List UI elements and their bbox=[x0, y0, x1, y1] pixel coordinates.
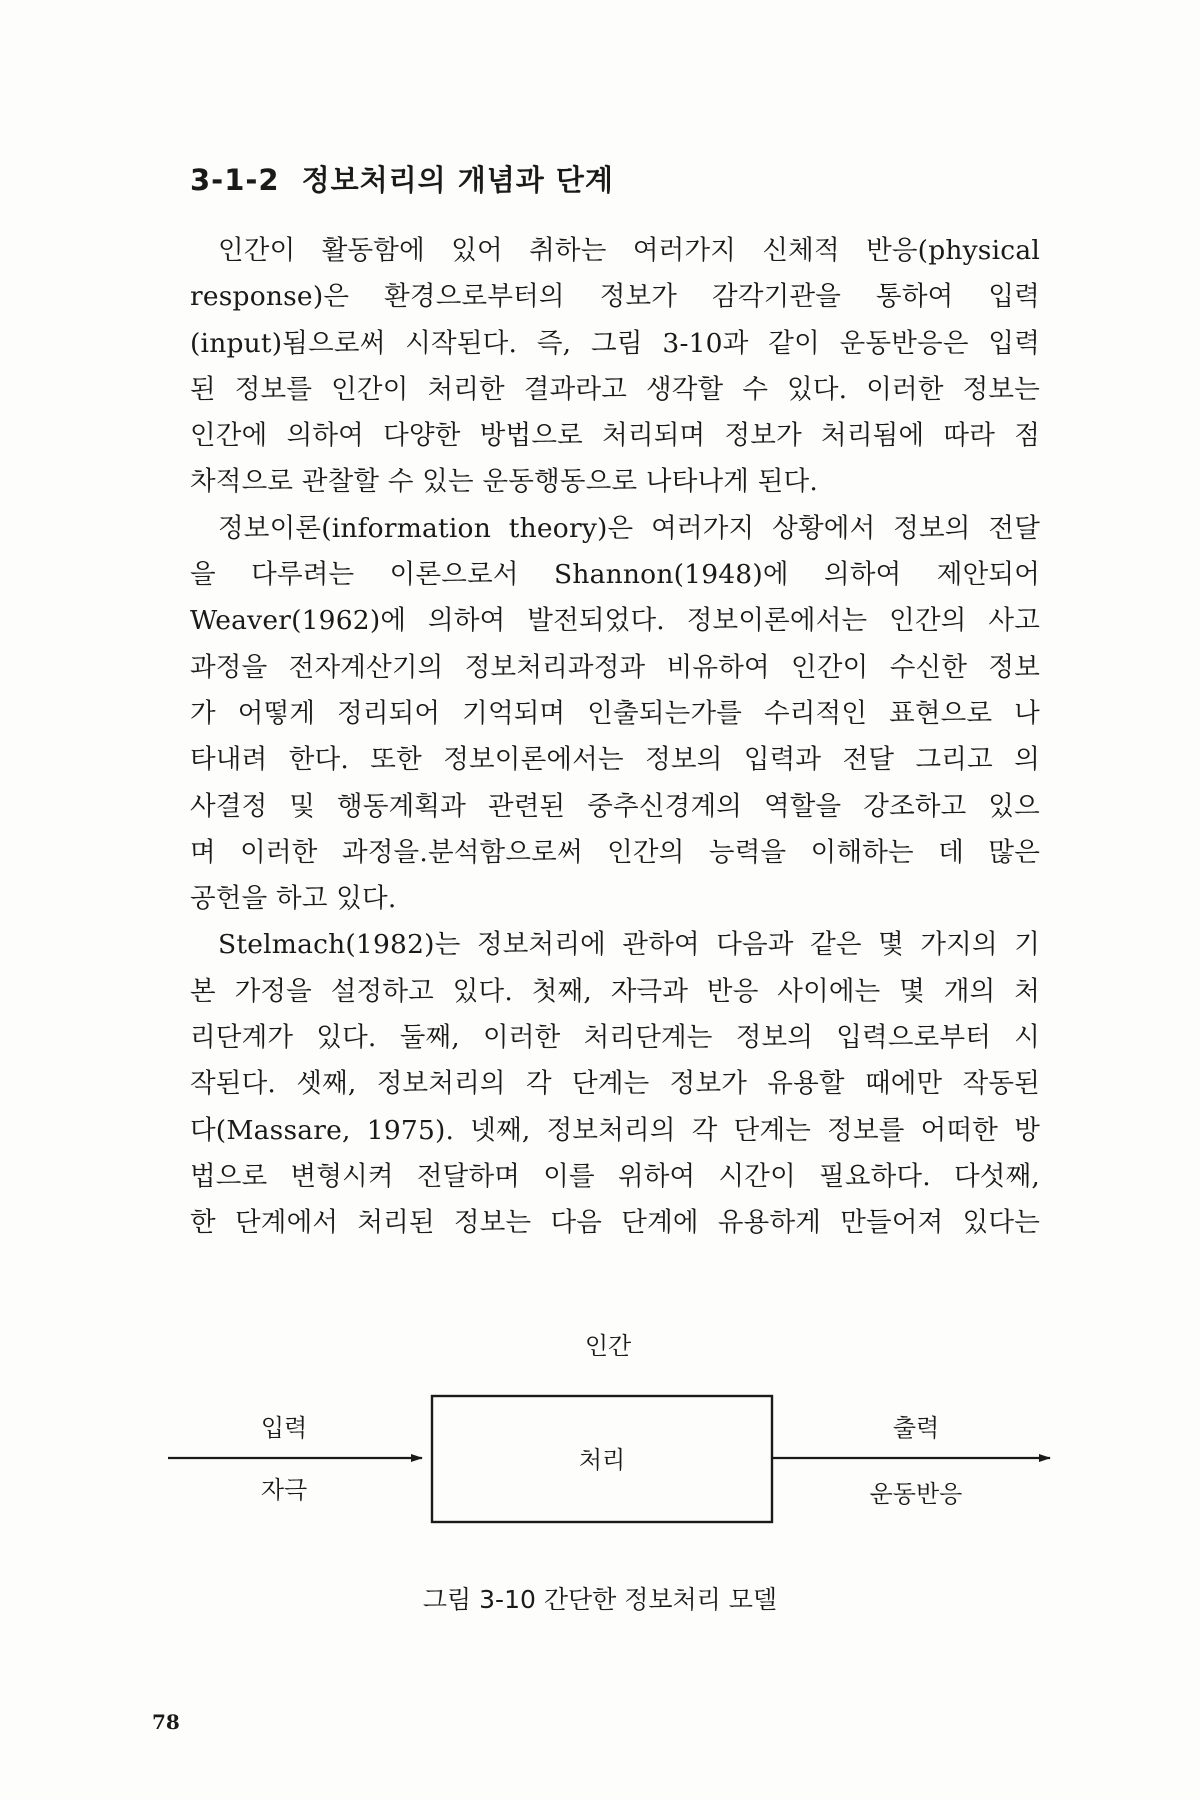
process-label: 처리 bbox=[578, 1446, 626, 1474]
text-line: 인간에 의하여 다양한 방법으로 처리되며 정보가 처리됨에 따라 점 bbox=[190, 420, 1040, 452]
body-text bbox=[190, 228, 1040, 1247]
output-label: 출력 bbox=[892, 1414, 940, 1442]
text-line: response)은 환경으로부터의 정보가 감각기관을 통하여 입력 bbox=[190, 281, 1040, 313]
paragraph-3 bbox=[190, 922, 1040, 1246]
figure-3-10 bbox=[160, 1310, 1060, 1620]
text-line: 사결정 및 행동계획과 관련된 중추신경계의 역할을 강조하고 있으 bbox=[190, 790, 1040, 822]
text-line: 다(Massare, 1975). 넷째, 정보처리의 각 단계는 정보를 어떠한 방 bbox=[190, 1114, 1040, 1146]
text-line: 차적으로 관찰할 수 있는 운동행동으로 나타나게 된다. bbox=[190, 466, 818, 498]
motor-response-label: 운동반응 bbox=[869, 1480, 963, 1508]
paragraph-1 bbox=[190, 228, 1040, 506]
figure-caption: 그림 3-10 간단한 정보처리 모델 bbox=[422, 1585, 778, 1614]
text-line: 을 다루려는 이론으로서 Shannon(1948)에 의하여 제안되어 bbox=[190, 559, 1040, 591]
text-line: (input)됨으로써 시작된다. 즉, 그림 3-10과 같이 운동반응은 입력 bbox=[190, 327, 1040, 359]
text-line: 정보이론(information theory)은 여러가지 상황에서 정보의 전달 bbox=[218, 512, 1040, 544]
stimulus-label: 자극 bbox=[260, 1476, 308, 1504]
input-label: 입력 bbox=[260, 1414, 308, 1442]
text-line: 타내려 한다. 또한 정보이론에서는 정보의 입력과 전달 그리고 의 bbox=[190, 744, 1040, 776]
text-line: 인간이 활동함에 있어 취하는 여러가지 신체적 반응(physical bbox=[218, 235, 1040, 266]
human-label: 인간 bbox=[584, 1332, 632, 1360]
text-line: Weaver(1962)에 의하여 발전되었다. 정보이론에서는 인간의 사고 bbox=[190, 605, 1040, 637]
text-line: 한 단계에서 처리된 정보는 다음 단계에 유용하게 만들어져 있다는 bbox=[190, 1207, 1040, 1239]
page-number: 78 bbox=[152, 1710, 180, 1734]
section-title: 정보처리의 개념과 단계 bbox=[301, 163, 614, 197]
text-line: 작된다. 셋째, 정보처리의 각 단계는 정보가 유용할 때에만 작동된 bbox=[190, 1068, 1040, 1100]
text-line: 과정을 전자계산기의 정보처리과정과 비유하여 인간이 수신한 정보 bbox=[190, 651, 1040, 683]
section-heading bbox=[190, 158, 614, 199]
text-line: 며 이러한 과정을.분석함으로써 인간의 능력을 이해하는 데 많은 bbox=[190, 836, 1040, 868]
text-line: Stelmach(1982)는 정보처리에 관하여 다음과 같은 몇 가지의 기 bbox=[218, 929, 1040, 961]
section-number: 3-1-2 bbox=[190, 163, 280, 197]
text-line: 본 가정을 설정하고 있다. 첫째, 자극과 반응 사이에는 몇 개의 처 bbox=[190, 975, 1040, 1007]
text-line: 된 정보를 인간이 처리한 결과라고 생각할 수 있다. 이러한 정보는 bbox=[190, 373, 1040, 405]
paragraph-2 bbox=[190, 506, 1040, 923]
text-line: 가 어떻게 정리되어 기억되며 인출되는가를 수리적인 표현으로 나 bbox=[190, 697, 1040, 729]
text-line: 법으로 변형시켜 전달하며 이를 위하여 시간이 필요하다. 다섯째, bbox=[190, 1160, 1040, 1192]
text-line: 리단계가 있다. 둘째, 이러한 처리단계는 정보의 입력으로부터 시 bbox=[190, 1022, 1040, 1054]
text-line: 공헌을 하고 있다. bbox=[190, 883, 397, 915]
